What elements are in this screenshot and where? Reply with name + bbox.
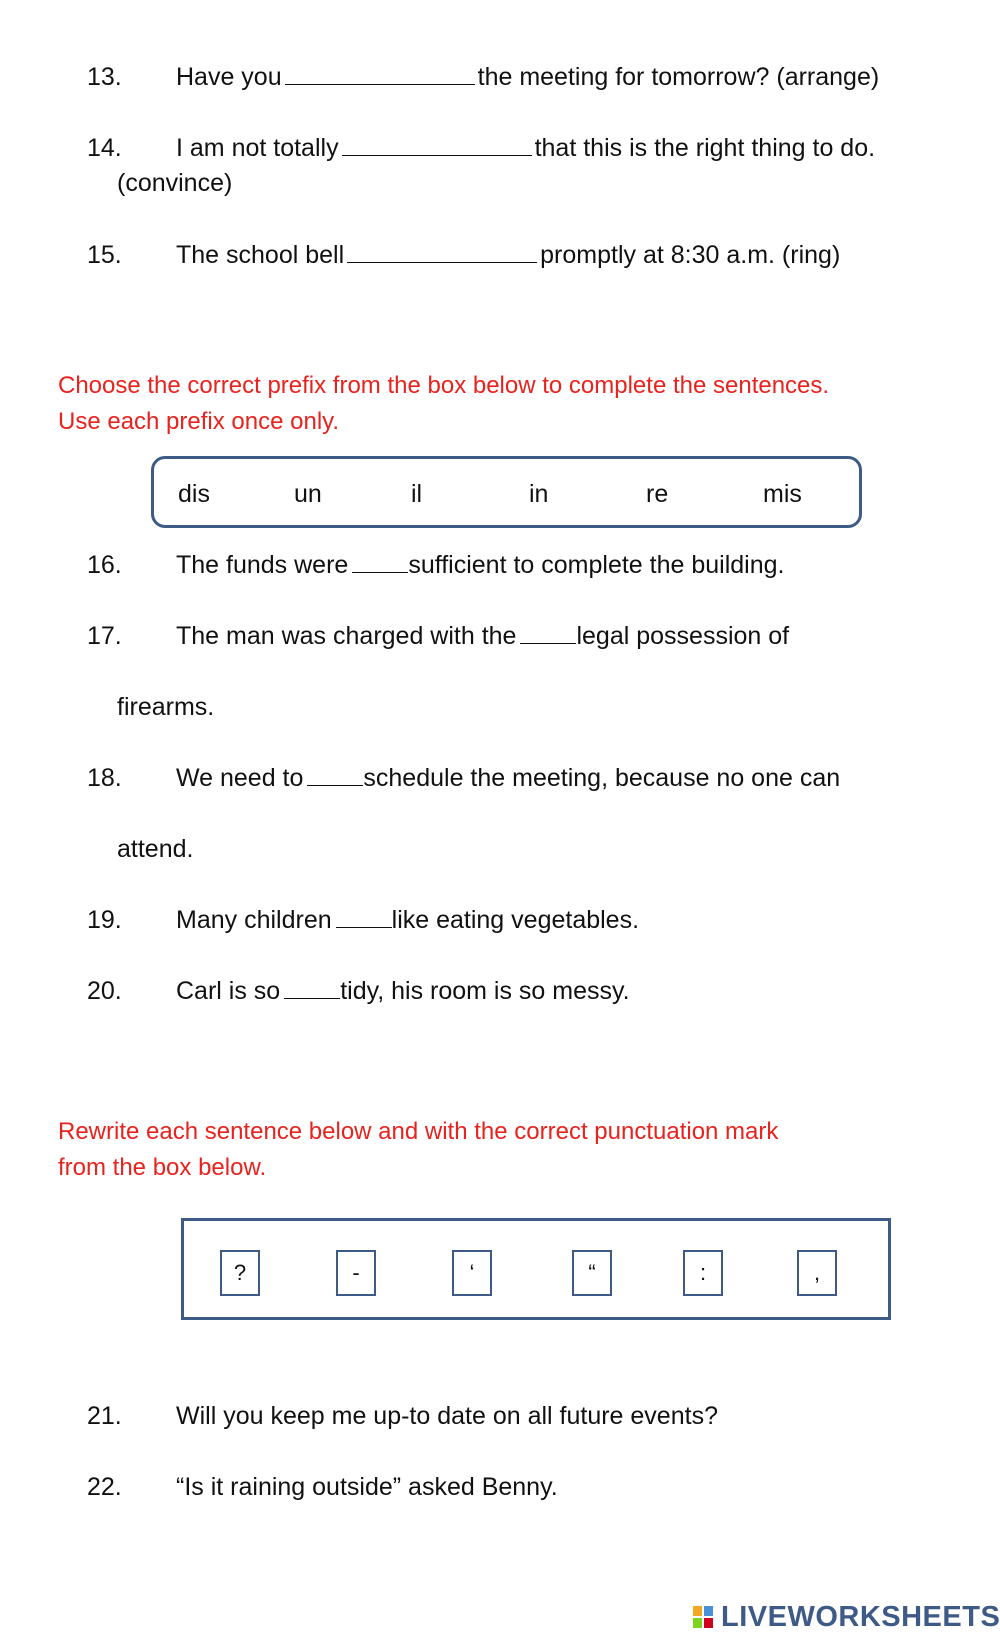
- logo-text: LIVEWORKSHEETS: [721, 1601, 1000, 1633]
- instruction-line: from the box below.: [58, 1154, 267, 1181]
- question-text: Carl is so: [176, 977, 281, 1005]
- question-number: 14.: [87, 134, 122, 162]
- question-number: 16.: [87, 551, 122, 579]
- question-number: 13.: [87, 63, 122, 91]
- prefix-item: un: [294, 480, 322, 508]
- punctuation-item: ?: [220, 1250, 260, 1296]
- punctuation-item: “: [572, 1250, 612, 1296]
- answer-blank[interactable]: [520, 623, 576, 644]
- question-text: We need to: [176, 764, 304, 792]
- instruction-line: Choose the correct prefix from the box below to complete the sentences.: [58, 372, 830, 399]
- question-text: schedule the meeting, because no one can: [363, 764, 841, 792]
- question-number: 21.: [87, 1402, 122, 1430]
- answer-blank[interactable]: [342, 135, 532, 156]
- answer-blank[interactable]: [284, 978, 340, 999]
- question-text: attend.: [117, 835, 194, 863]
- question-number: 19.: [87, 906, 122, 934]
- question-text: the meeting for tomorrow? (arrange): [477, 63, 880, 91]
- punctuation-item: ‘: [452, 1250, 492, 1296]
- prefix-item: il: [411, 480, 423, 508]
- question-text: The school bell: [176, 241, 345, 269]
- question-number: 17.: [87, 622, 122, 650]
- answer-blank[interactable]: [352, 552, 408, 573]
- question-text: like eating vegetables.: [391, 906, 640, 934]
- question-text: that this is the right thing to do.: [534, 134, 876, 162]
- instruction-line: Rewrite each sentence below and with the correct punctuation mark: [58, 1118, 779, 1145]
- question-text: legal possession of: [576, 622, 790, 650]
- question-hint: (convince): [117, 169, 233, 197]
- question-text: The funds were: [176, 551, 349, 579]
- answer-blank[interactable]: [307, 765, 363, 786]
- prefix-item: dis: [178, 480, 210, 508]
- question-number: 18.: [87, 764, 122, 792]
- punctuation-item: ,: [797, 1250, 837, 1296]
- question-text: sufficient to complete the building.: [408, 551, 785, 579]
- prefix-item: mis: [763, 480, 802, 508]
- instruction-line: Use each prefix once only.: [58, 408, 340, 435]
- prefix-box: [151, 456, 862, 528]
- liveworksheets-logo: [693, 1600, 1000, 1634]
- question-text: “Is it raining outside” asked Benny.: [176, 1473, 558, 1501]
- punctuation-box: [181, 1218, 891, 1320]
- answer-blank[interactable]: [336, 907, 392, 928]
- question-text: Have you: [176, 63, 282, 91]
- punctuation-item: :: [683, 1250, 723, 1296]
- question-number: 22.: [87, 1473, 122, 1501]
- prefix-item: re: [646, 480, 669, 508]
- question-number: 15.: [87, 241, 122, 269]
- prefix-item: in: [529, 480, 549, 508]
- question-text: tidy, his room is so messy.: [340, 977, 630, 1005]
- punctuation-item: -: [336, 1250, 376, 1296]
- question-text: Will you keep me up-to date on all future events?: [176, 1402, 718, 1430]
- question-number: 20.: [87, 977, 122, 1005]
- question-text: Many children: [176, 906, 332, 934]
- logo-grid-icon: [693, 1606, 715, 1630]
- question-text: firearms.: [117, 693, 215, 721]
- question-text: I am not totally: [176, 134, 339, 162]
- question-text: The man was charged with the: [176, 622, 517, 650]
- answer-blank[interactable]: [347, 242, 537, 263]
- question-text: promptly at 8:30 a.m. (ring): [540, 241, 841, 269]
- answer-blank[interactable]: [285, 64, 475, 85]
